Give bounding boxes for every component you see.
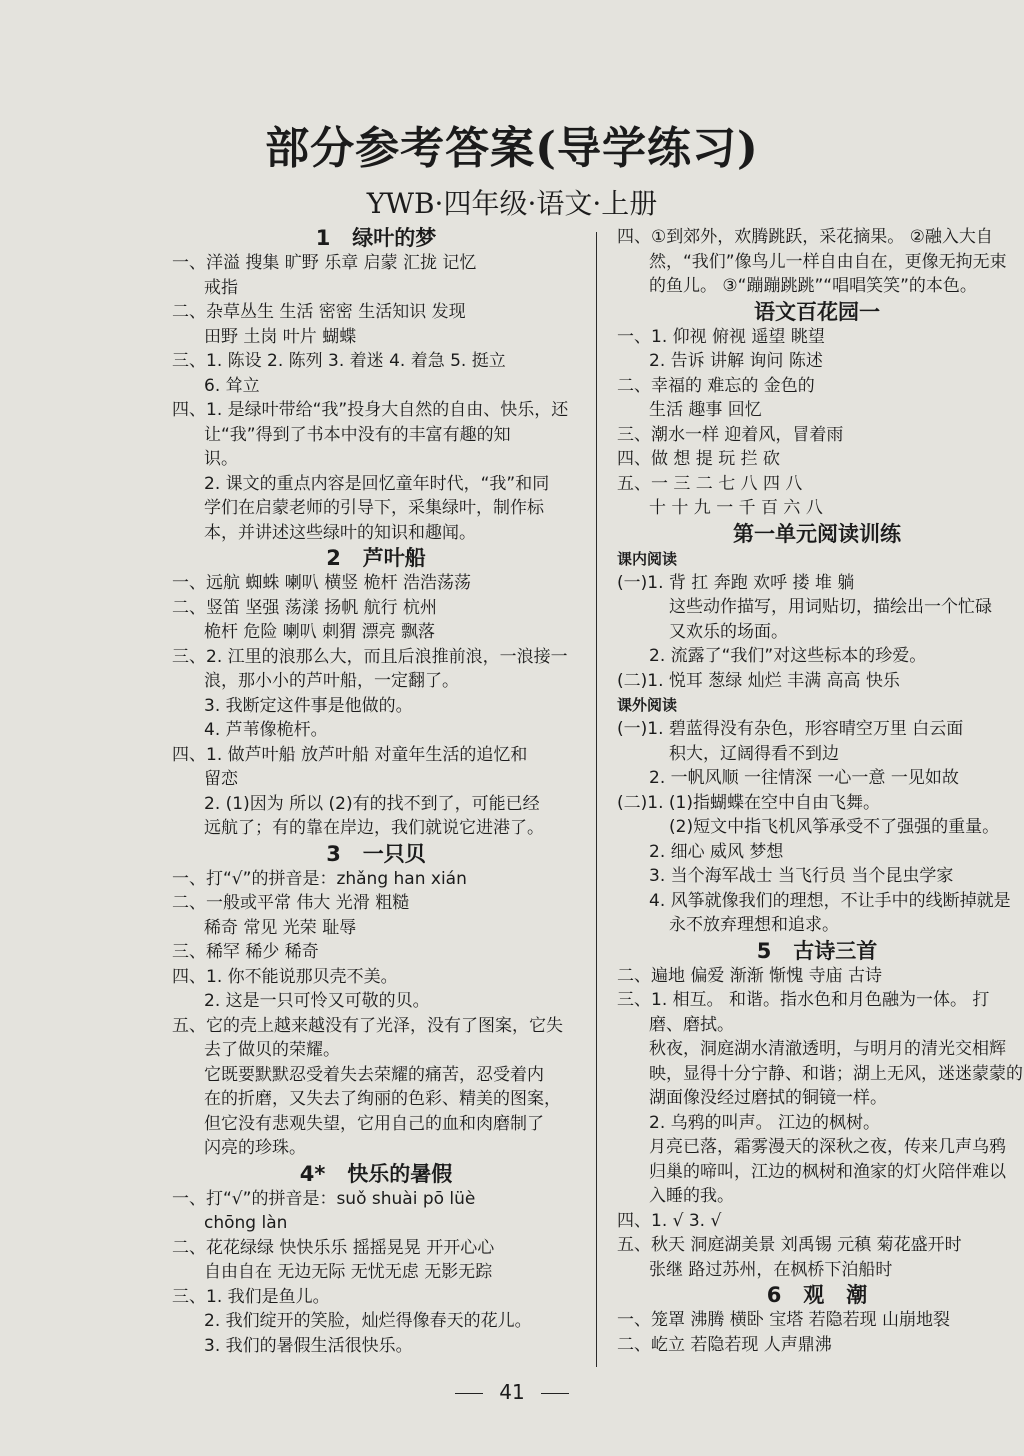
answer-line: 二、一般或平常 伟大 光滑 粗糙 xyxy=(172,893,410,913)
answer-line: 戒指 xyxy=(204,277,238,298)
right-column xyxy=(617,225,1023,1357)
answer-line: 6. 耸立 xyxy=(204,375,260,396)
column-divider xyxy=(596,232,597,1367)
section-heading: 语文百花园一 xyxy=(754,299,880,324)
answer-line: 去了做贝的荣耀。 xyxy=(204,1040,340,1060)
section-heading: 4* 快乐的暑假 xyxy=(299,1161,453,1186)
page-number: 41 xyxy=(499,1380,525,1404)
answer-line: 一、打“√”的拼音是：suǒ shuài pō lüè xyxy=(172,1188,476,1209)
answer-line: 2. 我们绽开的笑脸，灿烂得像春天的花儿。 xyxy=(204,1311,532,1331)
answer-line: 2. 这是一只可怜又可敬的贝。 xyxy=(204,991,430,1011)
answer-line: 3. 我们的暑假生活很快乐。 xyxy=(204,1335,413,1356)
answer-line: chōng làn xyxy=(204,1213,288,1233)
answer-line: 远航了；有的靠在岸边，我们就说它进港了。 xyxy=(204,818,544,838)
answer-line: (2)短文中指飞机风筝承受不了强强的重量。 xyxy=(669,817,1000,837)
answer-line: 四、做 想 提 玩 拦 砍 xyxy=(617,449,781,469)
answer-line: 四、①到郊外，欢腾跳跃，采花摘果。 ②融入大自 xyxy=(617,227,993,247)
answer-line: 3. 当个海军战士 当飞行员 当个昆虫学家 xyxy=(649,866,954,886)
answer-line: 2. 课文的重点内容是回忆童年时代，“我”和同 xyxy=(204,473,550,494)
subsection-label: 课内阅读 xyxy=(617,549,678,568)
answer-line: 桅杆 危险 喇叭 刺猬 漂亮 飘落 xyxy=(204,622,436,642)
answer-line: 闪亮的珍珠。 xyxy=(204,1138,306,1158)
answer-line: 田野 土岗 叶片 蝴蝶 xyxy=(204,326,357,347)
answer-line: 在的折磨，又失去了绚丽的色彩、精美的图案， xyxy=(204,1089,561,1109)
answer-line: 映，显得十分宁静、和谐；湖上无风，迷迷蒙蒙的 xyxy=(649,1063,1023,1084)
answer-line: (二)1. (1)指蝴蝶在空中自由飞舞。 xyxy=(617,792,880,813)
answer-line: 五、一 三 二 七 八 四 八 xyxy=(617,473,803,494)
answer-line: 本，并讲述这些绿叶的知识和趣闻。 xyxy=(204,522,476,543)
answer-line: 积大，辽阔得看不到边 xyxy=(669,743,839,764)
answer-line: 2. 乌鸦的叫声。 江边的枫树。 xyxy=(649,1112,881,1133)
answer-line: 2. 细心 威风 梦想 xyxy=(649,841,784,862)
answer-line: 五、秋天 洞庭湖美景 刘禹锡 元稹 菊花盛开时 xyxy=(617,1235,962,1255)
answer-line: 让“我”得到了书本中没有的丰富有趣的知 xyxy=(204,424,511,445)
answer-line: 但它没有悲观失望，它用自己的血和肉磨制了 xyxy=(204,1113,544,1134)
answer-line: 三、1. 我们是鱼儿。 xyxy=(172,1286,330,1307)
answer-line: 它既要默默忍受着失去荣耀的痛苦，忍受着内 xyxy=(204,1064,544,1085)
answer-line: 2. (1)因为 所以 (2)有的找不到了，可能已经 xyxy=(204,793,540,814)
answer-line: 二、幸福的 难忘的 金色的 xyxy=(617,375,815,396)
answer-line: 磨、磨拭。 xyxy=(649,1014,734,1035)
section-heading: 6 观 潮 xyxy=(766,1283,868,1307)
answer-line: 4. 芦苇像桅杆。 xyxy=(204,720,328,740)
answer-line: 2. 一帆风顺 一往情深 一心一意 一见如故 xyxy=(649,768,959,788)
answer-line: 四、1. √ 3. √ xyxy=(617,1210,722,1231)
answer-line: 识。 xyxy=(204,449,238,469)
answer-line: 湖面像没经过磨拭的铜镜一样。 xyxy=(649,1088,887,1108)
answer-line: 二、遍地 偏爱 渐渐 惭愧 寺庙 古诗 xyxy=(617,965,883,986)
answer-line: 四、1. 做芦叶船 放芦叶船 对童年生活的追忆和 xyxy=(172,744,528,765)
answer-line: (一)1. 背 扛 奔跑 欢呼 搂 堆 躺 xyxy=(617,572,855,593)
answer-line: 一、1. 仰视 俯视 遥望 眺望 xyxy=(617,326,825,347)
answer-line: 四、1. 是绿叶带给“我”投身大自然的自由、快乐，还 xyxy=(172,400,569,420)
section-heading: 5 古诗三首 xyxy=(756,938,878,963)
answer-line: 三、1. 相互。 和谐。指水色和月色融为一体。 打 xyxy=(617,990,990,1010)
answer-line: 入睡的我。 xyxy=(649,1186,734,1206)
answer-line: 4. 风筝就像我们的理想，不让手中的线断掉就是 xyxy=(649,890,1011,911)
answer-line: 秋夜，洞庭湖水清澈透明，与明月的清光交相辉 xyxy=(649,1039,1006,1059)
answer-line: 二、竖笛 坚强 荡漾 扬帆 航行 杭州 xyxy=(172,597,438,618)
page-footer xyxy=(0,1380,1024,1404)
answer-line: 2. 告诉 讲解 询问 陈述 xyxy=(649,351,823,371)
answer-line: 3. 我断定这件事是他做的。 xyxy=(204,695,413,716)
answer-line: 十 十 九 一 千 百 六 八 xyxy=(649,498,823,518)
footer-dash-right xyxy=(541,1393,569,1394)
answer-line: 永不放弃理想和追求。 xyxy=(669,915,839,935)
answer-line: 三、2. 江里的浪那么大，而且后浪推前浪，一浪接一 xyxy=(172,646,568,667)
answer-line: 月亮已落，霜雾漫天的深秋之夜，传来几声乌鸦 xyxy=(649,1137,1006,1157)
answer-line: 二、杂草丛生 生活 密密 生活知识 发现 xyxy=(172,302,466,322)
answer-line: 二、花花绿绿 快快乐乐 摇摇晃晃 开开心心 xyxy=(172,1237,495,1258)
answer-line: 稀奇 常见 光荣 耻辱 xyxy=(204,917,357,938)
answer-line: 二、屹立 若隐若现 人声鼎沸 xyxy=(617,1334,832,1355)
answer-line: 五、它的壳上越来越没有了光泽，没有了图案，它失 xyxy=(172,1015,563,1036)
left-column xyxy=(172,225,580,1358)
section-heading: 2 芦叶船 xyxy=(326,546,426,570)
section-heading: 1 绿叶的梦 xyxy=(315,226,437,250)
footer-dash-left xyxy=(455,1393,483,1394)
answer-line: 学们在启蒙老师的引导下，采集绿叶，制作标 xyxy=(204,498,544,518)
answer-line: 一、打“√”的拼音是：zhǎng han xián xyxy=(172,868,467,889)
answer-line: 四、1. 你不能说那贝壳不美。 xyxy=(172,966,398,987)
answer-line: 归巢的啼叫，江边的枫树和渔家的灯火陪伴难以 xyxy=(649,1161,1006,1182)
page-subtitle: YWB·四年级·语文·上册 xyxy=(366,187,658,220)
answer-line: (二)1. 悦耳 葱绿 灿烂 丰满 高高 快乐 xyxy=(617,670,900,691)
page-title: 部分参考答案(导学练习) xyxy=(265,123,759,174)
answer-line: 张继 路过苏州，在枫桥下泊船时 xyxy=(649,1259,893,1280)
answer-line: 三、潮水一样 迎着风，冒着雨 xyxy=(617,424,844,445)
answer-line: 浪，那小小的芦叶船，一定翻了。 xyxy=(204,671,459,691)
answer-line: 2. 流露了“我们”对这些标本的珍爱。 xyxy=(649,646,927,666)
answer-line: 三、稀罕 稀少 稀奇 xyxy=(172,942,319,962)
subsection-label: 课外阅读 xyxy=(617,696,678,714)
answer-line: 这些动作描写，用词贴切，描绘出一个忙碌 xyxy=(669,597,992,617)
section-heading: 3 一只贝 xyxy=(326,841,426,866)
answer-line: 生活 趣事 回忆 xyxy=(649,400,762,420)
answer-line: 然，“我们”像鸟儿一样自由自在，更像无拘无束 xyxy=(649,251,1007,272)
answer-line: 的鱼儿。 ③“蹦蹦跳跳”“唱唱笑笑”的本色。 xyxy=(649,276,977,296)
answer-line: 一、洋溢 搜集 旷野 乐章 启蒙 汇拢 记忆 xyxy=(172,253,477,273)
answer-line: 一、笼罩 沸腾 横卧 宝塔 若隐若现 山崩地裂 xyxy=(617,1310,951,1330)
answer-line: (一)1. 碧蓝得没有杂色，形容晴空万里 白云面 xyxy=(617,719,964,739)
answer-line: 留恋 xyxy=(204,769,238,789)
section-heading: 第一单元阅读训练 xyxy=(733,521,901,546)
answer-line: 三、1. 陈设 2. 陈列 3. 着迷 4. 着急 5. 挺立 xyxy=(172,351,506,371)
answer-line: 一、远航 蜘蛛 喇叭 横竖 桅杆 浩浩荡荡 xyxy=(172,573,472,593)
answer-line: 又欢乐的场面。 xyxy=(669,621,788,642)
answer-line: 自由自在 无边无际 无忧无虑 无影无踪 xyxy=(204,1262,493,1282)
